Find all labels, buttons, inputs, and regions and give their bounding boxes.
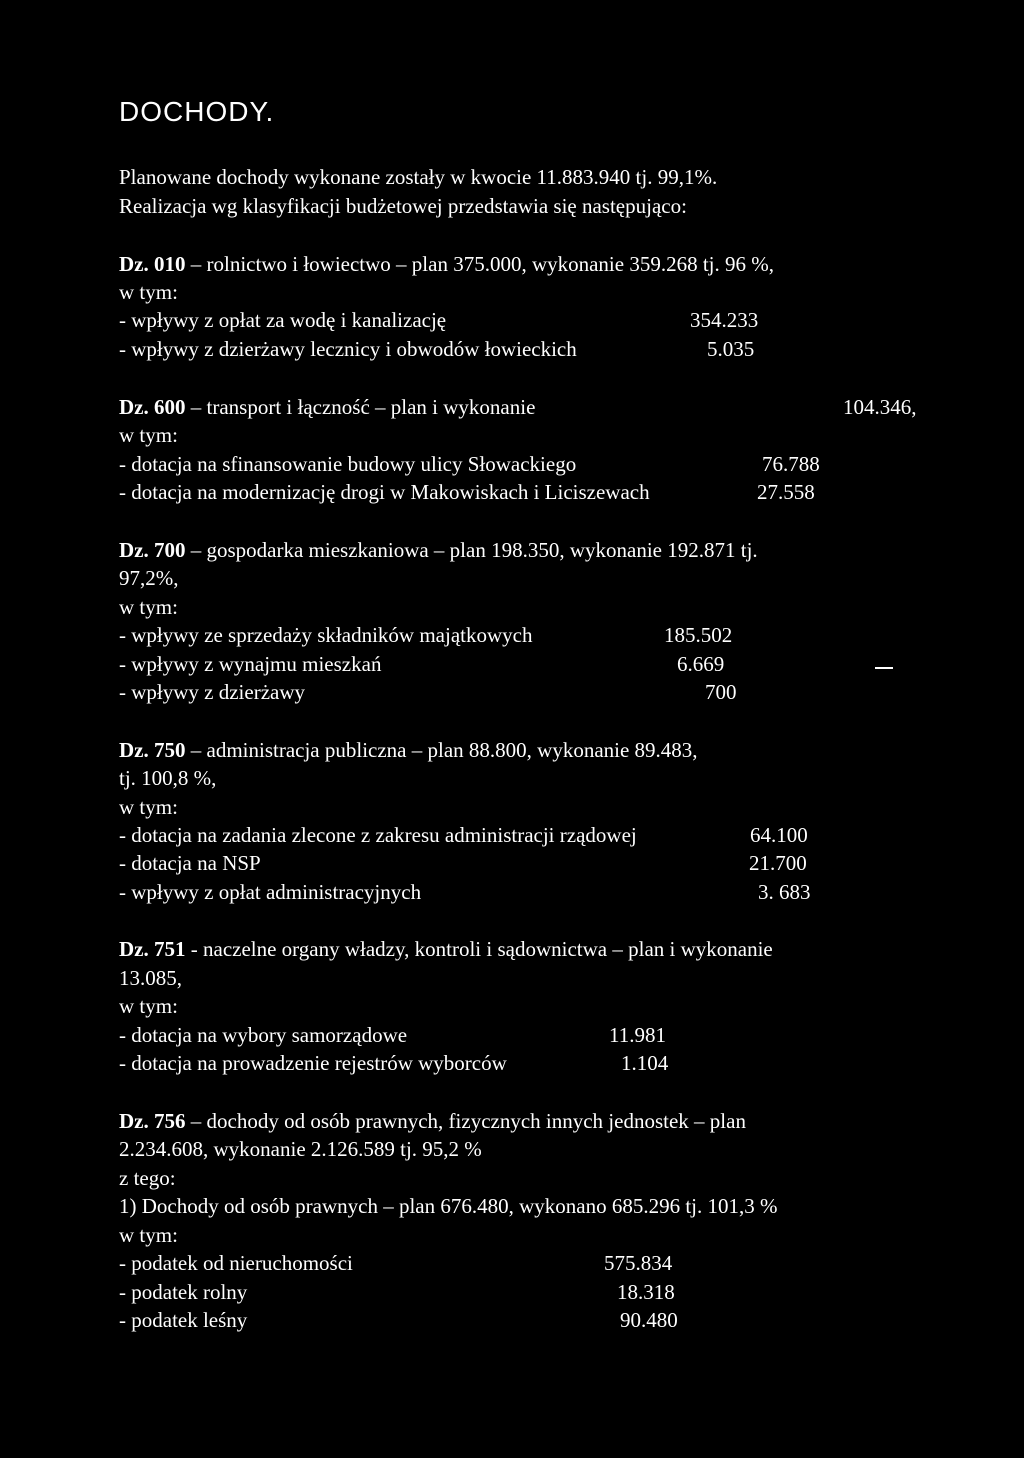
section-751-item-label: - dotacja na prowadzenie rejestrów wyborców <box>119 1051 507 1075</box>
section-code: Dz. 600 <box>119 395 186 419</box>
section-756-item-label: - podatek rolny <box>119 1280 248 1304</box>
section-756-item-label: - podatek od nieruchomości <box>119 1251 353 1275</box>
section-text: – gospodarka mieszkaniowa – plan 198.350, wykonanie 192.871 tj. <box>185 538 758 562</box>
section-700-item-value: 700 <box>705 680 737 704</box>
section-text: – dochody od osób prawnych, fizycznych innych jednostek – plan <box>185 1109 746 1133</box>
section-756-cont: 2.234.608, wykonanie 2.126.589 tj. 95,2 % <box>119 1137 482 1161</box>
margin-dash <box>875 667 893 669</box>
section-010-item-label: - wpływy z opłat za wodę i kanalizację <box>119 308 447 332</box>
section-700-item-label: - wpływy z dzierżawy <box>119 680 306 704</box>
section-756-item-value: 18.318 <box>617 1280 675 1304</box>
section-600-title <box>119 394 535 420</box>
section-750-item-value: 3. 683 <box>758 880 811 904</box>
section-code: Dz. 750 <box>119 738 186 762</box>
section-756-sub1: 1) Dochody od osób prawnych – plan 676.480, wykonano 685.296 tj. 101,3 % <box>119 1194 778 1218</box>
section-600-total: 104.346, <box>843 395 917 419</box>
section-756-title <box>119 1108 746 1134</box>
section-code: Dz. 700 <box>119 538 186 562</box>
section-700-item-label: - wpływy z wynajmu mieszkań <box>119 652 382 676</box>
section-750-wtym: w tym: <box>119 795 178 819</box>
section-010-wtym: w tym: <box>119 280 178 304</box>
section-code: Dz. 756 <box>119 1109 186 1133</box>
section-700-cont: 97,2%, <box>119 566 179 590</box>
section-700-title <box>119 537 758 563</box>
section-text: - naczelne organy władzy, kontroli i sądownictwa – plan i wykonanie <box>185 937 773 961</box>
section-756-item-value: 575.834 <box>604 1251 673 1275</box>
section-010-title <box>119 251 774 277</box>
section-750-title <box>119 737 698 763</box>
intro-line-1: Planowane dochody wykonane zostały w kwocie 11.883.940 tj. 99,1%. <box>119 165 718 189</box>
section-010-item-value: 354.233 <box>690 308 759 332</box>
section-756-item-value: 90.480 <box>620 1308 678 1332</box>
section-750-item-value: 21.700 <box>749 851 807 875</box>
section-751-item-label: - dotacja na wybory samorządowe <box>119 1023 408 1047</box>
section-010-item-value: 5.035 <box>707 337 755 361</box>
section-700-item-value: 185.502 <box>664 623 733 647</box>
section-text: – rolnictwo i łowiectwo – plan 375.000, wykonanie 359.268 tj. 96 %, <box>185 252 775 276</box>
section-756-wtym: w tym: <box>119 1223 178 1247</box>
section-750-cont: tj. 100,8 %, <box>119 766 217 790</box>
section-600-item-value: 27.558 <box>757 480 815 504</box>
section-751-cont: 13.085, <box>119 966 182 990</box>
section-600-item-label: - dotacja na modernizację drogi w Makowiskach i Liciszewach <box>119 480 650 504</box>
section-751-title <box>119 936 773 962</box>
section-600-wtym: w tym: <box>119 423 178 447</box>
section-text: – transport i łączność – plan i wykonanie <box>185 395 536 419</box>
section-756-item-label: - podatek leśny <box>119 1308 248 1332</box>
section-751-item-value: 11.981 <box>609 1023 666 1047</box>
section-756-ztego: z tego: <box>119 1166 176 1190</box>
section-750-item-label: - dotacja na zadania zlecone z zakresu administracji rządowej <box>119 823 637 847</box>
section-010-item-label: - wpływy z dzierżawy lecznicy i obwodów łowieckich <box>119 337 577 361</box>
section-600-item-label: - dotacja na sfinansowanie budowy ulicy Słowackiego <box>119 452 577 476</box>
section-750-item-label: - dotacja na NSP <box>119 851 261 875</box>
intro-line-2: Realizacja wg klasyfikacji budżetowej przedstawia się następująco: <box>119 194 687 218</box>
section-700-wtym: w tym: <box>119 595 178 619</box>
section-code: Dz. 010 <box>119 252 186 276</box>
section-750-item-value: 64.100 <box>750 823 808 847</box>
section-700-item-value: 6.669 <box>677 652 725 676</box>
section-600-item-value: 76.788 <box>762 452 820 476</box>
section-751-item-value: 1.104 <box>621 1051 669 1075</box>
section-text: – administracja publiczna – plan 88.800, wykonanie 89.483, <box>185 738 698 762</box>
section-750-item-label: - wpływy z opłat administracyjnych <box>119 880 422 904</box>
section-code: Dz. 751 <box>119 937 186 961</box>
heading: DOCHODY. <box>119 96 275 127</box>
section-700-item-label: - wpływy ze sprzedaży składników majątkowych <box>119 623 533 647</box>
section-751-wtym: w tym: <box>119 994 178 1018</box>
